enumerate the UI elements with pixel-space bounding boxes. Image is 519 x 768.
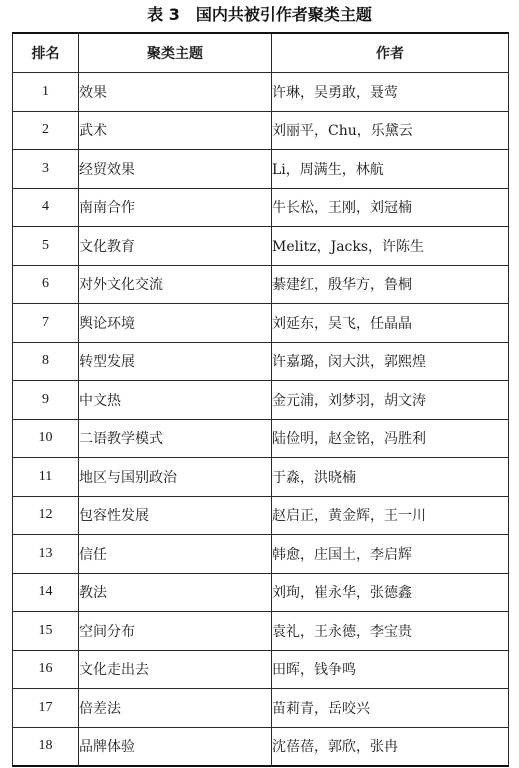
table-row bbox=[13, 227, 509, 266]
topic-cell: 地区与国别政治 bbox=[79, 458, 272, 497]
table-row bbox=[13, 689, 509, 728]
topic-cell: 二语教学模式 bbox=[79, 419, 272, 458]
rank-cell: 3 bbox=[13, 150, 79, 189]
topic-cell: 南南合作 bbox=[79, 188, 272, 227]
topic-cell: 武术 bbox=[79, 111, 272, 150]
rank-cell: 14 bbox=[13, 573, 79, 612]
table-row bbox=[13, 73, 509, 112]
rank-cell: 8 bbox=[13, 342, 79, 381]
authors-cell: 于淼，洪晓楠 bbox=[272, 458, 509, 497]
rank-cell: 11 bbox=[13, 458, 79, 497]
authors-cell: Melitz，Jacks，许陈生 bbox=[272, 227, 509, 266]
authors-cell: 刘延东，吴飞，任晶晶 bbox=[272, 304, 509, 343]
table-caption: 表 3 国内共被引作者聚类主题 bbox=[147, 5, 372, 24]
table-row bbox=[13, 727, 509, 766]
topic-cell: 转型发展 bbox=[79, 342, 272, 381]
topic-cell: 舆论环境 bbox=[79, 304, 272, 343]
table-row bbox=[13, 496, 509, 535]
rank-cell: 9 bbox=[13, 381, 79, 420]
authors-cell: 沈蓓蓓，郭欣，张冉 bbox=[272, 727, 509, 766]
rank-cell: 10 bbox=[13, 419, 79, 458]
rank-cell: 18 bbox=[13, 727, 79, 766]
header-rank: 排名 bbox=[13, 33, 79, 73]
table-row bbox=[13, 188, 509, 227]
table-row bbox=[13, 111, 509, 150]
authors-cell: 刘珣，崔永华，张德鑫 bbox=[272, 573, 509, 612]
authors-cell: 金元浦，刘梦羽，胡文涛 bbox=[272, 381, 509, 420]
table-row bbox=[13, 304, 509, 343]
authors-cell: 牛长松，王刚，刘冠楠 bbox=[272, 188, 509, 227]
header-authors: 作者 bbox=[272, 33, 509, 73]
topic-cell: 对外文化交流 bbox=[79, 265, 272, 304]
table-row bbox=[13, 150, 509, 189]
table-row bbox=[13, 381, 509, 420]
table-row bbox=[13, 458, 509, 497]
topic-cell: 教法 bbox=[79, 573, 272, 612]
rank-cell: 17 bbox=[13, 689, 79, 728]
table-row bbox=[13, 419, 509, 458]
rank-cell: 4 bbox=[13, 188, 79, 227]
topic-cell: 空间分布 bbox=[79, 612, 272, 651]
topic-cell: 经贸效果 bbox=[79, 150, 272, 189]
table-row bbox=[13, 650, 509, 689]
header-topic: 聚类主题 bbox=[79, 33, 272, 73]
topic-cell: 包容性发展 bbox=[79, 496, 272, 535]
topic-cell: 中文热 bbox=[79, 381, 272, 420]
authors-cell: 陆俭明，赵金铭，冯胜利 bbox=[272, 419, 509, 458]
topic-cell: 倍差法 bbox=[79, 689, 272, 728]
table-row bbox=[13, 342, 509, 381]
rank-cell: 7 bbox=[13, 304, 79, 343]
rank-cell: 15 bbox=[13, 612, 79, 651]
topic-cell: 品牌体验 bbox=[79, 727, 272, 766]
authors-cell: 刘丽平，Chu，乐黛云 bbox=[272, 111, 509, 150]
table-row bbox=[13, 573, 509, 612]
co-citation-cluster-table bbox=[12, 32, 509, 767]
rank-cell: 5 bbox=[13, 227, 79, 266]
rank-cell: 6 bbox=[13, 265, 79, 304]
topic-cell: 信任 bbox=[79, 535, 272, 574]
authors-cell: 赵启正，黄金辉，王一川 bbox=[272, 496, 509, 535]
authors-cell: 韩愈，庄国土，李启辉 bbox=[272, 535, 509, 574]
topic-cell: 文化走出去 bbox=[79, 650, 272, 689]
rank-cell: 2 bbox=[13, 111, 79, 150]
authors-cell: 田晖，钱争鸣 bbox=[272, 650, 509, 689]
authors-cell: 袁礼，王永德，李宝贵 bbox=[272, 612, 509, 651]
authors-cell: Li，周满生，林航 bbox=[272, 150, 509, 189]
authors-cell: 许琳，吴勇敢，聂莺 bbox=[272, 73, 509, 112]
rank-cell: 1 bbox=[13, 73, 79, 112]
authors-cell: 苗莉青，岳咬兴 bbox=[272, 689, 509, 728]
authors-cell: 綦建红，殷华方，鲁桐 bbox=[272, 265, 509, 304]
rank-cell: 12 bbox=[13, 496, 79, 535]
table-row bbox=[13, 612, 509, 651]
table-row bbox=[13, 265, 509, 304]
rank-cell: 13 bbox=[13, 535, 79, 574]
table-header-row bbox=[13, 33, 509, 73]
rank-cell: 16 bbox=[13, 650, 79, 689]
authors-cell: 许嘉璐，闵大洪，郭熙煌 bbox=[272, 342, 509, 381]
topic-cell: 文化教育 bbox=[79, 227, 272, 266]
topic-cell: 效果 bbox=[79, 73, 272, 112]
table-row bbox=[13, 535, 509, 574]
